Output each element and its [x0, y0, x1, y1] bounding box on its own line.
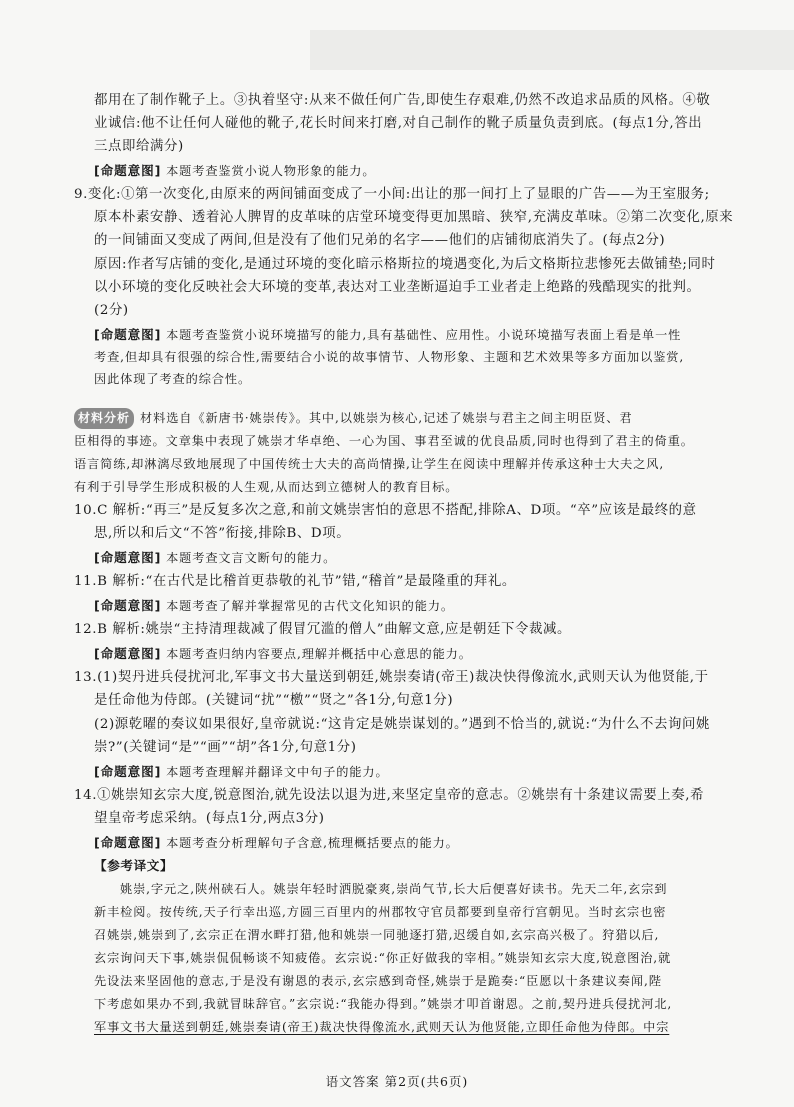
section-tag: [命题意图]: [94, 550, 162, 565]
section-tag: 【参考译文】: [94, 858, 174, 873]
line-text: 材料选自《新唐书·姚崇传》。其中,以姚崇为核心,记述了姚崇与君主之间主明臣贤、君: [140, 411, 633, 425]
line-text: 本题考查理解并翻译文中句子的能力。: [161, 765, 389, 779]
section-tag: [命题意图]: [94, 327, 162, 342]
text-line: [74, 184, 710, 205]
text-line: [94, 254, 716, 275]
line-text: (2分): [94, 303, 129, 318]
section-tag: [命题意图]: [94, 646, 162, 661]
line-text: 崇?”(关键词“是”“画”“胡”各1分,句意1分): [94, 740, 357, 755]
line-text: 思,所以和后文“不答”衔接,排除B、D项。: [94, 526, 351, 541]
line-text: 以小环境的变化反映社会大环境的变革,表达对工业垄断逼迫手工业者走上绝路的残酷现实的批判。: [94, 280, 701, 295]
line-text: 业诚信:他不让任何人碰他的靴子,花长时间来打磨,对自己制作的靴子质量负责到底。(每点1分,答出: [94, 116, 703, 131]
line-text: 先设法来坚固他的意志,于是没有谢恩的表示,玄宗感到奇怪,姚崇于是跪奏:“臣愿以十条建议奏闻,陛: [94, 974, 662, 988]
text-line: [94, 643, 472, 665]
line-text: 的一间铺面又变成了两间,但是没有了他们兄弟的名字——他们的店铺彻底消失了。(每点2分): [94, 233, 666, 248]
text-line: [94, 994, 672, 1015]
text-line: [74, 477, 458, 498]
text-line: [94, 971, 662, 992]
text-line: [94, 136, 184, 157]
text-line: [94, 714, 710, 735]
text-line: [120, 879, 667, 900]
text-line: [94, 547, 336, 569]
material-analysis-badge: 材料分析: [74, 408, 134, 429]
page-footer: 语文答案 第2页(共6页): [325, 1074, 469, 1089]
text-line: [74, 500, 697, 521]
text-line: [94, 369, 251, 390]
line-text: (2)源乾曜的奏议如果很好,皇帝就说:“这肯定是姚崇谋划的。”遇到不恰当的,就说:“为什么不去询问姚: [94, 717, 710, 732]
line-text: 臣相得的事迹。文章集中表现了姚崇才华卓绝、一心为国、事君至诚的优良品质,同时也得到了君主的倚重。: [74, 434, 694, 448]
line-text: 军事文书大量送到朝廷,姚崇奏请(帝王)裁决快得像流水,武则天认为他贤能,立即任命他为侍郎。中宗: [94, 1020, 670, 1034]
text-line: [94, 347, 684, 368]
text-line: [74, 619, 571, 640]
line-text: 本题考查鉴赏小说环境描写的能力,具有基础性、应用性。小说环境描写表面上看是单一性: [161, 328, 682, 342]
text-line: [74, 667, 709, 688]
line-text: 考查,但却具有很强的综合性,需要结合小说的故事情节、人物形象、主题和艺术效果等多方面加以鉴赏,: [94, 350, 685, 364]
text-line: [94, 737, 357, 758]
text-line: [94, 808, 325, 829]
line-text: 召姚崇,姚崇到了,玄宗正在渭水畔打猎,他和姚崇一同驰逐打猎,迟缓自如,玄宗高兴极了。狩猎以后,: [94, 928, 660, 942]
text-line: [94, 277, 700, 298]
line-text: 9.变化:①第一次变化,由原来的两间铺面变成了一小间:出让的那一间打上了显眼的广告——为王室服务;: [74, 187, 710, 202]
line-text: 望皇帝考虑采纳。(每点1分,两点3分): [94, 811, 325, 826]
text-line: [94, 207, 733, 228]
line-text: 原本朴素安静、透着沁人脾胃的皮革味的店堂环境变得更加黑暗、狭窄,充满皮革味。②第二次变化,原来: [94, 210, 734, 225]
section-tag: [命题意图]: [94, 835, 162, 850]
text-line: [94, 230, 665, 251]
line-text: 本题考查鉴赏小说人物形象的能力。: [161, 164, 376, 178]
text-line: [94, 925, 659, 946]
text-line: [94, 324, 681, 346]
text-line: [94, 902, 666, 923]
text-line: [74, 571, 516, 592]
section-tag: [命题意图]: [94, 163, 162, 178]
line-text: 13.(1)契丹进兵侵扰河北,军事文书大量送到朝廷,姚崇奏请(帝王)裁决快得像流水,武则天认为他贤能,于: [74, 670, 709, 685]
line-text: 10.C 解析:“再三”是反复多次之意,和前文姚崇害怕的意思不搭配,排除A、D项。“卒”应该是最终的意: [74, 503, 697, 518]
line-text: 原因:作者写店铺的变化,是通过环境的变化暗示格斯拉的境遇变化,为后文格斯拉悲惨死去做铺垫;同时: [94, 257, 716, 272]
text-line: [94, 595, 454, 617]
line-text: 玄宗询问天下事,姚崇侃侃畅谈不知疲倦。玄宗说:“你正好做我的宰相。”姚崇知玄宗大度,锐意图治,就: [94, 951, 672, 965]
text-line: [74, 454, 664, 475]
line-text: 12.B 解析:姚崇“主持清理裁减了假冒冗滥的僧人”曲解文意,应是朝廷下令裁减。: [74, 622, 571, 637]
section-tag: [命题意图]: [94, 598, 162, 613]
line-text: 有利于引导学生形成积极的人生观,从而达到立德树人的教育目标。: [74, 480, 459, 494]
text-line: [94, 300, 129, 321]
text-line: [94, 948, 671, 969]
line-text: 本题考查归纳内容要点,理解并概括中心意思的能力。: [161, 647, 472, 661]
text-line: [94, 761, 389, 783]
line-text: 都用在了制作靴子上。③执着坚守:从来不做任何广告,即使生存艰难,仍然不改追求品质的风格。④敬: [94, 93, 711, 108]
line-text: 因此体现了考查的综合性。: [94, 372, 252, 386]
text-line: [94, 690, 453, 711]
line-text: 本题考查了解并掌握常见的古代文化知识的能力。: [161, 599, 454, 613]
line-text: 新丰检阅。按传统,天子行幸出巡,方圆三百里内的州郡牧守官员都要到皇帝行宫朝见。当时玄宗也密: [94, 905, 667, 919]
section-tag: [命题意图]: [94, 764, 162, 779]
text-line: [94, 90, 710, 111]
text-line: [94, 113, 702, 134]
line-text: 是任命他为侍郎。(关键词“扰”“檄”“贤之”各1分,句意1分): [94, 693, 454, 708]
text-line: [94, 523, 350, 544]
line-text: 本题考查分析理解句子含意,梳理概括要点的能力。: [161, 836, 459, 850]
line-text: 姚崇,字元之,陕州硖石人。姚崇年轻时洒脱豪爽,崇尚气节,长大后便喜好读书。先天二年,玄宗到: [120, 882, 668, 896]
line-text: 三点即给满分): [94, 139, 184, 154]
line-text: 本题考查文言文断句的能力。: [161, 551, 337, 565]
text-line: [74, 785, 704, 806]
line-text: 语言简练,却淋漓尽致地展现了中国传统士大夫的高尚情操,让学生在阅读中理解并传承这种士大夫之风,: [74, 457, 665, 471]
line-text: 11.B 解析:“在古代是比稽首更恭敬的礼节”错,“稽首”是最隆重的拜礼。: [74, 574, 516, 589]
text-line: [94, 160, 375, 182]
text-line: [94, 855, 173, 877]
line-text: 14.①姚崇知玄宗大度,锐意图治,就先设法以退为进,来坚定皇帝的意志。②姚崇有十条建议需要上奏,希: [74, 788, 705, 803]
line-text: 下考虑如果办不到,我就冒昧辞官。”玄宗说:“我能办得到。”姚崇才叩首谢恩。之前,契丹进兵侵扰河北,: [94, 997, 673, 1011]
scan-shade: [310, 30, 794, 70]
text-line: [74, 431, 694, 452]
text-line: [94, 1017, 669, 1038]
text-line: [94, 832, 459, 854]
text-line: [74, 408, 632, 429]
